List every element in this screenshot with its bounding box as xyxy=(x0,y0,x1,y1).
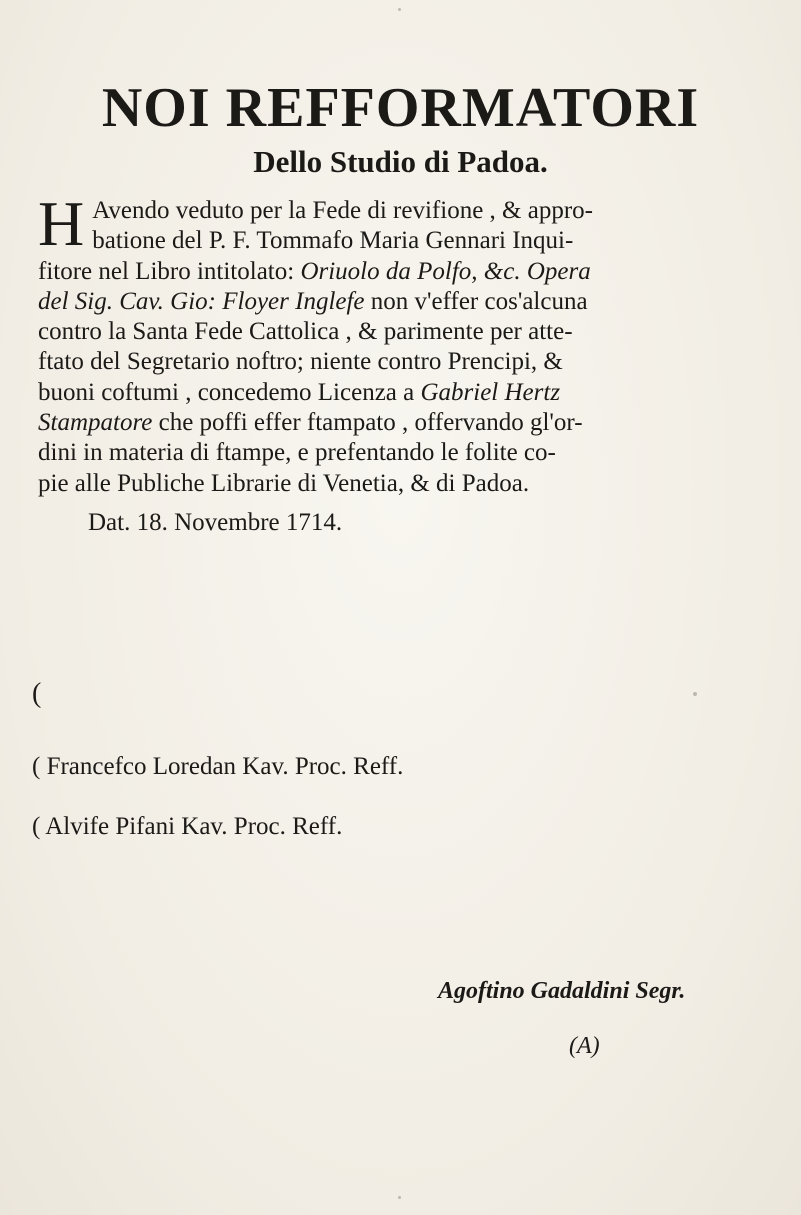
text-line-9 xyxy=(38,438,778,468)
secretary-signature: Agoftino Gadaldini Segr. xyxy=(438,978,686,1004)
text-segment: batione del P. F. Tommafo Maria Gennari Inqui- xyxy=(92,227,574,255)
text-line-8 xyxy=(38,408,778,438)
stray-mark: ( xyxy=(32,678,42,709)
page-title: NOI REFFORMATORI xyxy=(101,77,700,139)
text-segment: dini in materia di ftampe, e prefentando le folite co- xyxy=(38,439,556,467)
text-line-3 xyxy=(38,257,778,287)
paper-speck xyxy=(398,8,401,11)
text-segment: fitore nel Libro intitolato: xyxy=(38,257,301,285)
license-text xyxy=(38,188,778,499)
text-line-10 xyxy=(38,469,778,499)
paper-speck xyxy=(398,1196,401,1199)
author-name: del Sig. Cav. Gio: Floyer Inglefe xyxy=(38,287,365,315)
drop-cap: H xyxy=(38,188,85,259)
signature-mark: (A) xyxy=(569,1033,600,1059)
paper-speck xyxy=(693,692,697,696)
text-segment: contro la Santa Fede Cattolica , & parimente per atte- xyxy=(38,318,573,346)
text-line-5 xyxy=(38,317,778,347)
printer-name: Gabriel Hertz xyxy=(420,378,561,406)
document-date: Dat. 18. Novembre 1714. xyxy=(88,509,343,536)
text-line-2 xyxy=(38,226,778,256)
text-line-7 xyxy=(38,378,778,408)
signatory-1: ( Francefco Loredan Kav. Proc. Reff. xyxy=(32,753,404,780)
text-segment: buoni coftumi , concedemo Licenza a xyxy=(38,378,421,406)
text-segment: Avendo veduto per la Fede di revifione , & appro- xyxy=(92,197,593,224)
printer-role: Stampatore xyxy=(38,409,153,437)
text-line-4 xyxy=(38,287,778,317)
text-line-6 xyxy=(38,347,778,377)
text-segment: che poffi effer ftampato , offervando gl'or- xyxy=(152,409,583,437)
signatory-2: ( Alvife Pifani Kav. Proc. Reff. xyxy=(32,813,343,840)
text-segment: non v'effer cos'alcuna xyxy=(364,287,588,315)
book-title: Oriuolo da Polfo, &c. Opera xyxy=(300,257,591,285)
text-segment: ftato del Segretario noftro; niente contro Prencipi, & xyxy=(38,348,563,376)
text-line-1 xyxy=(38,196,778,226)
text-segment: pie alle Publiche Librarie di Venetia, & di Padoa. xyxy=(38,469,530,497)
page-subtitle: Dello Studio di Padoa. xyxy=(253,144,548,179)
